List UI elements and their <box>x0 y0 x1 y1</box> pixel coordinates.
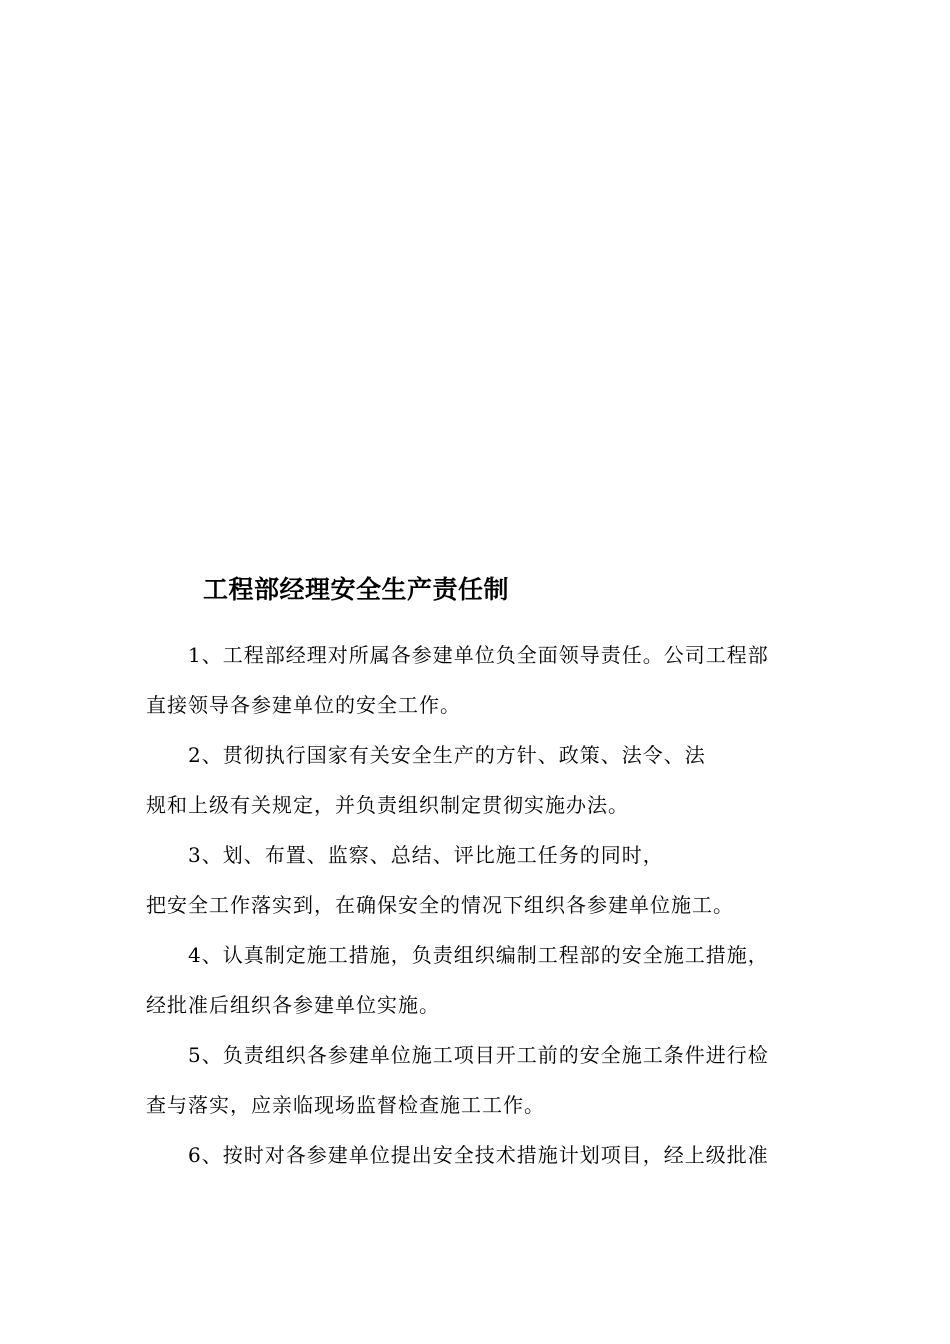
paragraph-1-line-1: 1、工程部经理对所属各参建单位负全面领导责任。公司工程部 <box>188 643 769 667</box>
paragraph-5-line-1: 5、负责组织各参建单位施工项目开工前的安全施工条件进行检 <box>188 1043 769 1067</box>
paragraph-3-line-1: 3、划、布置、监察、总结、评比施工任务的同时， <box>188 843 664 867</box>
paragraph-6-line-1: 6、按时对各参建单位提出安全技术措施计划项目，经上级批准 <box>188 1143 769 1167</box>
paragraph-1-line-2: 直接领导各参建单位的安全工作。 <box>146 693 461 717</box>
paragraph-2-line-2: 规和上级有关规定，并负责组织制定贯彻实施办法。 <box>146 793 629 817</box>
paragraph-3-line-2: 把安全工作落实到，在确保安全的情况下组织各参建单位施工。 <box>146 893 734 917</box>
document-title: 工程部经理安全生产责任制 <box>203 575 510 604</box>
paragraph-2-line-1: 2、贯彻执行国家有关安全生产的方针、政策、法令、法 <box>188 743 706 767</box>
paragraph-4-line-1: 4、认真制定施工措施，负责组织编制工程部的安全施工措施， <box>188 943 769 967</box>
paragraph-5-line-2: 查与落实，应亲临现场监督检查施工工作。 <box>146 1093 545 1117</box>
paragraph-4-line-2: 经批准后组织各参建单位实施。 <box>146 993 440 1017</box>
